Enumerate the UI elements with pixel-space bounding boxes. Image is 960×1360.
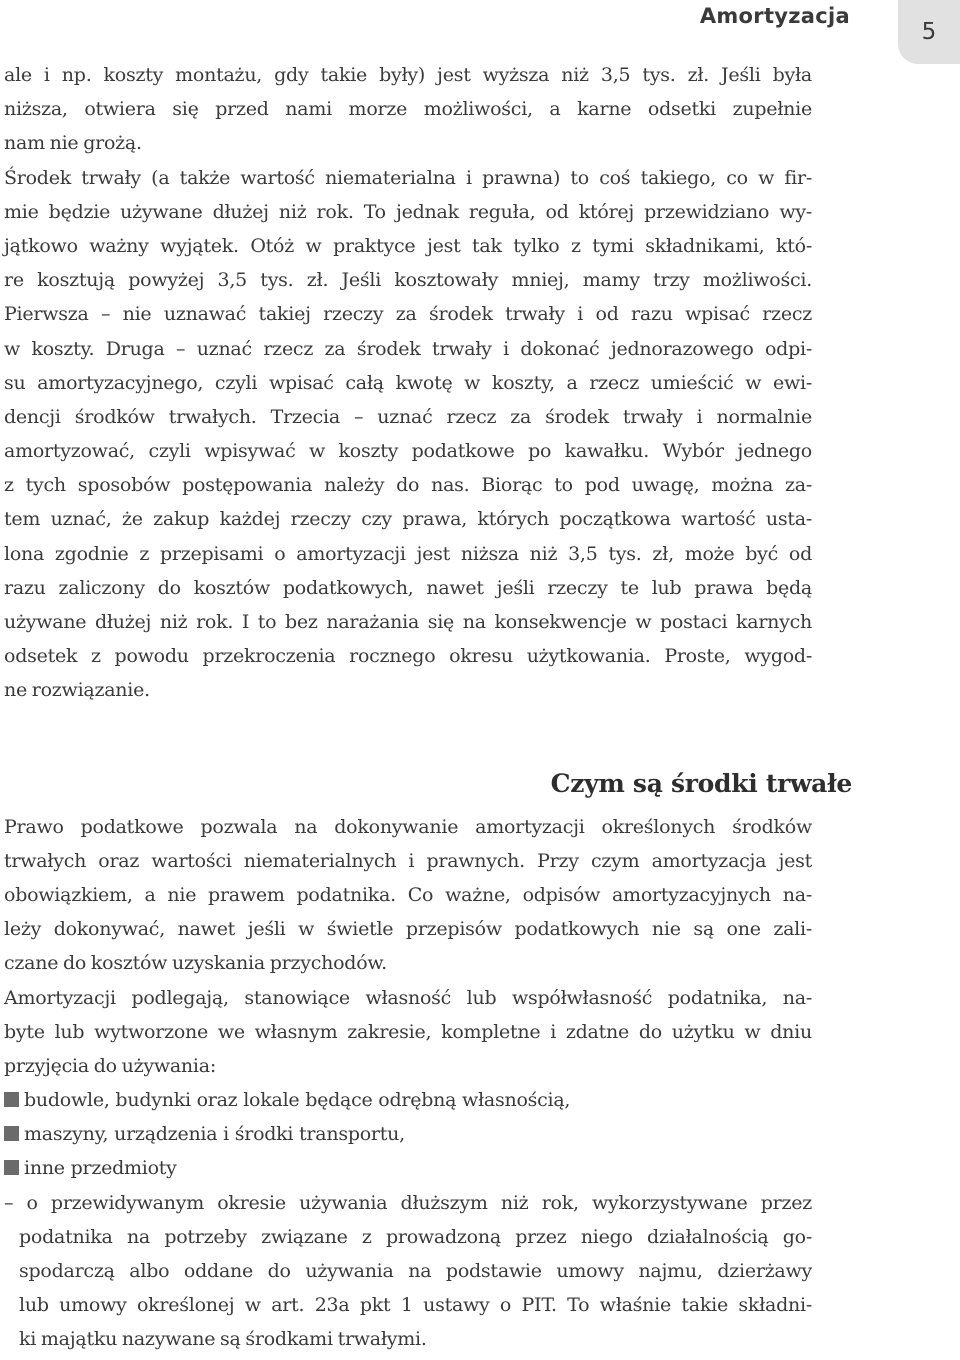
page-body bbox=[4, 58, 852, 1357]
list-item-text: budowle, budynki oraz lokale będące odrębną własnością, bbox=[24, 1089, 571, 1112]
text-line: leży dokonywać, nawet jeśli w świetle przepisów podatkowych nie są one zali- bbox=[4, 918, 812, 941]
text-line: jątkowo ważny wyjątek. Otóż w praktyce jest tak tylko z tymi składnikami, któ- bbox=[4, 234, 812, 257]
text-line: czane do kosztów uzyskania przychodów. bbox=[4, 952, 387, 975]
text-line: podatnika na potrzeby związane z prowadzoną przez niego działalnością go- bbox=[19, 1225, 812, 1248]
text-line: byte lub wytworzone we własnym zakresie, kompletne i zdatne do użytku w dniu bbox=[4, 1020, 812, 1043]
text-line: używane dłużej niż rok. I to bez narażania się na konsekwencje w postaci karnych bbox=[4, 611, 812, 633]
text-line: niższa, otwiera się przed nami morze możliwości, a karne odsetki zupełnie bbox=[4, 98, 812, 121]
list-item bbox=[4, 1151, 812, 1185]
text-line: Środek trwały (a także wartość niematerialna i prawna) to coś takiego, co w fir- bbox=[4, 166, 812, 189]
text-line: lub umowy określonej w art. 23a pkt 1 ustawy o PIT. To właśnie takie składni- bbox=[19, 1294, 812, 1317]
text-line: odsetek z powodu przekroczenia rocznego okresu użytkowania. Proste, wygod- bbox=[4, 645, 812, 668]
page-number-tab bbox=[898, 0, 960, 64]
list-item bbox=[4, 1117, 812, 1151]
text-line: – o przewidywanym okresie używania dłuższym niż rok, wykorzystywane przez bbox=[4, 1191, 812, 1214]
list-item-text: maszyny, urządzenia i środki transportu, bbox=[24, 1123, 405, 1146]
page-number: 5 bbox=[921, 19, 937, 45]
text-line: re kosztują powyżej 3,5 tys. zł. Jeśli kosztowały mniej, mamy trzy możliwości. bbox=[4, 269, 812, 292]
section-paragraph-2 bbox=[4, 981, 812, 1084]
text-line: Amortyzacji podlegają, stanowiące własność lub współwłasność podatnika, na- bbox=[4, 986, 812, 1009]
text-line: amortyzować, czyli wpisywać w koszty podatkowe po kawałku. Wybór jednego bbox=[4, 440, 812, 463]
square-bullet-icon bbox=[4, 1092, 19, 1107]
text-line: ne rozwiązanie. bbox=[4, 679, 150, 702]
text-line: mie będzie używane dłużej niż rok. To jednak reguła, od której przewidziano wy- bbox=[4, 200, 812, 223]
text-line: lona zgodnie z przepisami o amortyzacji jest niższa niż 3,5 tys. zł, może być od bbox=[4, 542, 812, 565]
text-line: ale i np. koszty montażu, gdy takie były) jest wyższa niż 3,5 tys. zł. Jeśli była bbox=[4, 64, 812, 86]
text-line: Pierwsza – nie uznawać takiej rzeczy za środek trwały i od razu wpisać rzecz bbox=[4, 303, 812, 326]
text-line: obowiązkiem, a nie prawem podatnika. Co ważne, odpisów amortyzacyjnych na- bbox=[4, 883, 812, 906]
text-line: w koszty. Druga – uznać rzecz za środek trwały i dokonać jednorazowego odpi- bbox=[4, 337, 812, 360]
text-line: przyjęcia do używania: bbox=[4, 1054, 216, 1077]
text-line: su amortyzacyjnego, czyli wpisać całą kwotę w koszty, a rzecz umieścić w ewi- bbox=[4, 371, 812, 394]
text-line: trwałych oraz wartości niematerialnych i prawnych. Przy czym amortyzacja jest bbox=[4, 849, 812, 872]
text-line: ki majątku nazywane są środkami trwałymi. bbox=[19, 1328, 427, 1351]
section-paragraph-1 bbox=[4, 810, 812, 981]
running-header-title: Amortyzacja bbox=[699, 4, 850, 28]
text-line: spodarczą albo oddane do używania na podstawie umowy najmu, dzierżawy bbox=[19, 1260, 812, 1282]
text-line: nam nie grożą. bbox=[4, 132, 142, 155]
list-item bbox=[4, 1083, 812, 1117]
closing-paragraph bbox=[4, 1186, 812, 1357]
text-line: razu zaliczony do kosztów podatkowych, nawet jeśli rzeczy te lub prawa będą bbox=[4, 576, 812, 599]
bullet-list bbox=[4, 1083, 812, 1186]
text-line: z tych sposobów postępowania należy do nas. Biorąc to pod uwagę, można za- bbox=[4, 474, 812, 497]
text-line: tem uznać, że zakup każdej rzeczy czy prawa, których początkowa wartość usta- bbox=[4, 508, 812, 531]
list-item-text: inne przedmioty bbox=[24, 1157, 177, 1180]
text-line: Prawo podatkowe pozwala na dokonywanie amortyzacji określonych środków bbox=[4, 815, 812, 838]
intro-paragraphs bbox=[4, 58, 812, 708]
square-bullet-icon bbox=[4, 1160, 19, 1175]
text-line: dencji środków trwałych. Trzecia – uznać rzecz za środek trwały i normalnie bbox=[4, 405, 812, 428]
square-bullet-icon bbox=[4, 1126, 19, 1141]
section-heading: Czym są środki trwałe bbox=[550, 768, 852, 798]
